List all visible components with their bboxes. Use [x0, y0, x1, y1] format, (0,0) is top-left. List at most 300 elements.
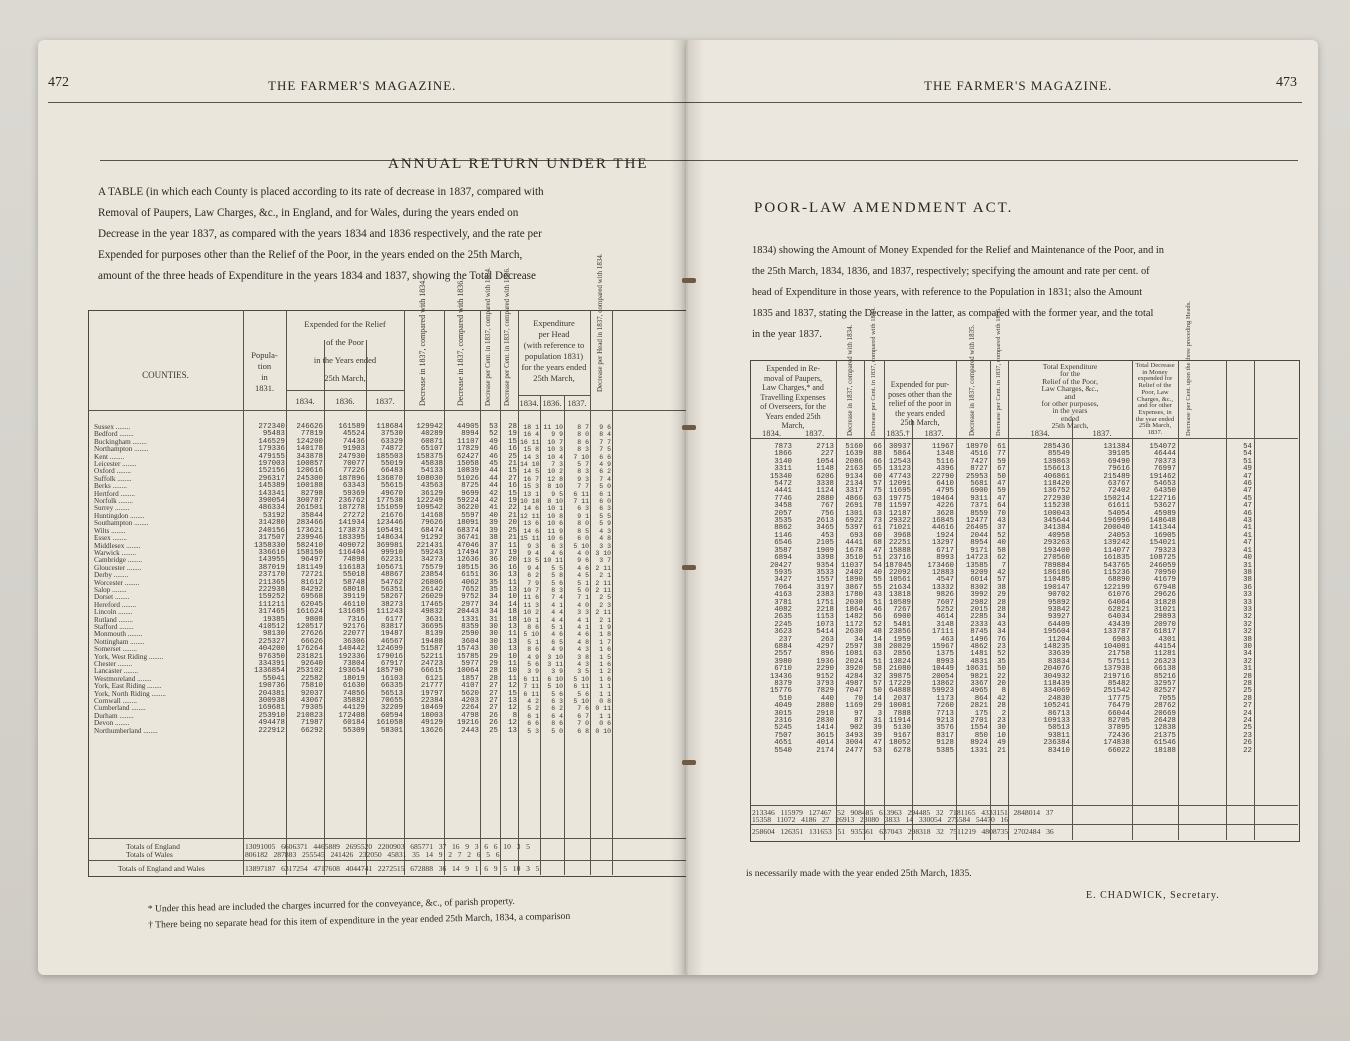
table-cell: 10 4 — [547, 453, 563, 461]
table-cell: 58267 — [380, 593, 403, 602]
table-cell: 2880 — [816, 494, 834, 503]
table-cell: 43439 — [1107, 620, 1130, 629]
table-cell: 5 1 — [577, 579, 589, 587]
total-cell: 4186 — [801, 815, 822, 824]
table-cell: 7 6 — [577, 705, 589, 713]
table-cell: 3992 — [970, 591, 988, 600]
table-cell: 150214 — [1103, 494, 1130, 503]
table-cell: 7 0 — [577, 720, 589, 728]
table-cell: 39 — [873, 724, 882, 733]
table-cell: 62 — [997, 554, 1006, 563]
table-cell: 196996 — [1103, 517, 1130, 526]
county-name: Essex ........ — [94, 534, 127, 543]
table-cell: 23 — [997, 642, 1006, 651]
table-cell: 5977 — [461, 660, 479, 668]
col-header-total-1834: 1834. — [1030, 428, 1050, 438]
table-cell: 26029 — [420, 593, 443, 602]
table-cell: 215489 — [1103, 472, 1130, 481]
running-head-left: THE FARMER'S MAGAZINE. — [268, 78, 457, 93]
table-cell: 47 — [873, 739, 882, 748]
table-cell: 36220 — [456, 504, 479, 513]
table-cell: 6151 — [461, 571, 479, 580]
total-cell: 6 — [493, 842, 504, 851]
table-cell: 154021 — [1149, 539, 1176, 548]
table-cell: 59243 — [420, 548, 443, 557]
table-cell: 4301 — [1158, 635, 1176, 644]
table-cell: 4 8 — [577, 638, 589, 646]
total-cell: 1 — [474, 864, 485, 873]
table-cell: 789884 — [1043, 561, 1070, 570]
col-header-1836: 1836. — [335, 396, 355, 406]
table-cell: 38 — [1243, 568, 1252, 577]
table-cell: 28 — [1243, 694, 1252, 703]
table-cell: 16 — [508, 563, 517, 572]
table-cell: 21777 — [420, 682, 443, 691]
totals-combined-row — [752, 827, 1054, 837]
table-cell: 2856 — [893, 650, 911, 659]
table-cell: 79616 — [1107, 465, 1130, 474]
table-cell: 390054 — [258, 497, 285, 506]
table-cell: 10 — [508, 667, 517, 676]
table-cell: 4965 — [970, 687, 988, 696]
table-cell: 83817 — [380, 622, 403, 631]
table-cell: 4 4 — [551, 616, 563, 624]
table-cell: 49832 — [420, 608, 443, 617]
table-cell: 1554 — [970, 724, 988, 733]
table-cell: 16905 — [1153, 531, 1176, 540]
table-cell: 38 — [1243, 576, 1252, 585]
table-cell: 38273 — [380, 600, 403, 609]
table-cell: 896 — [820, 650, 834, 659]
county-name: Bedford ........ — [94, 430, 134, 439]
table-cell: 55018 — [342, 571, 365, 580]
county-name: Lancaster ........ — [94, 667, 139, 676]
table-cell: 3493 — [845, 731, 863, 740]
table-cell: 21758 — [1107, 650, 1130, 659]
total-cell: 127467 — [808, 808, 838, 817]
table-cell: 111243 — [376, 608, 403, 617]
table-cell: 3615 — [816, 731, 834, 740]
table-cell: 20669 — [1153, 709, 1176, 718]
table-cell: 1331 — [461, 615, 479, 624]
table-cell: 45 — [1243, 494, 1252, 503]
table-cell: 92640 — [300, 660, 323, 668]
table-cell: 222938 — [258, 585, 285, 594]
table-cell: 30937 — [888, 443, 911, 451]
total-cell: 6 — [476, 850, 487, 859]
table-cell: 8 6 — [527, 623, 539, 631]
table-cell: 34 — [997, 613, 1006, 622]
table-cell: 2218 — [816, 605, 834, 614]
table-cell: 35844 — [300, 511, 323, 520]
table-cell: 7 7 — [577, 483, 589, 491]
table-cell: 20970 — [1153, 620, 1176, 629]
header-rule-right — [686, 102, 1302, 103]
table-cell: 50 — [873, 687, 882, 696]
table-cell: 8559 — [970, 509, 988, 518]
table-cell: 25 — [489, 726, 498, 735]
total-cell: 36 — [1046, 827, 1054, 836]
table-cell: 60871 — [420, 437, 443, 446]
total-cell: 3 — [516, 842, 527, 851]
table-cell: 55 — [873, 583, 882, 592]
table-cell: 120517 — [296, 622, 323, 631]
table-cell: 45838 — [420, 460, 443, 469]
table-cell: 4163 — [774, 591, 792, 600]
table-cell: 57 — [873, 680, 882, 688]
table-cell: 18091 — [456, 519, 479, 528]
table-cell: 1148 — [816, 465, 834, 474]
table-cell: 118439 — [1043, 680, 1070, 688]
table-cell: 2630 — [845, 628, 863, 637]
table-cell: 246059 — [1149, 561, 1176, 570]
table-cell: 14 10 — [520, 461, 540, 469]
table-cell: 39 — [489, 526, 498, 535]
table-cell: 137938 — [1103, 665, 1130, 674]
table-cell: 6 1 — [527, 712, 539, 720]
table-cell: 3623 — [774, 628, 792, 637]
table-cell: 409072 — [338, 541, 365, 550]
table-cell: 1 6 — [599, 675, 611, 683]
table-cell: 64 — [997, 502, 1006, 511]
table-cell: 46567 — [380, 637, 403, 646]
table-cell: 30 — [489, 637, 498, 646]
table-cell: 227 — [820, 450, 834, 459]
county-name: Northampton ........ — [94, 445, 149, 454]
table-cell: 70950 — [1153, 568, 1176, 577]
table-cell: 6 10 — [547, 675, 563, 683]
table-cell: 1909 — [816, 546, 834, 555]
table-cell: 8 0 — [577, 431, 589, 439]
table-cell: 151059 — [376, 504, 403, 513]
table-cell: 6121 — [425, 674, 443, 683]
total-cell: 2702484 — [1013, 827, 1047, 836]
table-cell: 50 — [997, 472, 1006, 481]
table-cell: 40958 — [1047, 531, 1070, 540]
table-cell: 62427 — [456, 452, 479, 461]
table-cell: 19 — [508, 548, 517, 557]
table-cell: 49 — [997, 739, 1006, 748]
table-cell: 8359 — [461, 622, 479, 631]
table-cell: 43563 — [420, 482, 443, 491]
table-cell: 18188 — [1153, 746, 1176, 755]
table-cell: 44905 — [456, 423, 479, 431]
total-cell: 131653 — [808, 827, 838, 836]
table-cell: 2477 — [845, 746, 863, 755]
table-cell: 41 — [489, 504, 498, 513]
table-cell: 1 1 — [599, 683, 611, 691]
table-cell: 28 — [1243, 672, 1252, 681]
table-cell: 12477 — [965, 517, 988, 526]
table-cell: 70077 — [342, 460, 365, 469]
county-name: Sussex ........ — [94, 423, 131, 431]
table-cell: 17494 — [456, 548, 479, 557]
table-cell: 8379 — [774, 680, 792, 688]
total-cell: 2200903 — [377, 842, 411, 851]
table-cell: 13824 — [888, 657, 911, 666]
table-cell: 3576 — [936, 724, 954, 733]
table-cell: 336610 — [258, 548, 285, 557]
table-cell: 4396 — [936, 465, 954, 474]
table-cell: 2 11 — [595, 609, 611, 617]
table-cell: 25 — [508, 452, 517, 461]
table-cell: 66138 — [1153, 665, 1176, 674]
table-cell: 22582 — [300, 674, 323, 683]
table-cell: 8317 — [936, 731, 954, 740]
table-cell: 8 — [512, 711, 517, 720]
table-cell: 263 — [820, 635, 834, 644]
total-cell: 2 — [448, 850, 458, 859]
table-cell: 37 — [489, 548, 498, 557]
table-cell: 15058 — [456, 460, 479, 469]
table-cell: 219716 — [1103, 672, 1130, 681]
table-cell: 1146 — [774, 531, 792, 540]
table-cell: 62821 — [1107, 605, 1130, 614]
table-cell: 63343 — [342, 482, 365, 491]
col-header-1837: 1837. — [375, 396, 395, 406]
table-cell: 16103 — [380, 674, 403, 683]
page-number-right: 473 — [1276, 75, 1297, 90]
table-cell: 16845 — [931, 517, 954, 526]
table-cell: 2701 — [970, 717, 988, 726]
table-cell: 22790 — [931, 472, 954, 481]
table-cell: 82705 — [1107, 717, 1130, 726]
total-cell: 52 — [837, 808, 851, 817]
table-cell: 68890 — [1107, 576, 1130, 585]
table-cell: 486334 — [258, 504, 285, 513]
table-cell: 4 1 — [577, 623, 589, 631]
table-cell: 64064 — [1107, 598, 1130, 607]
total-cell: 637043 — [879, 827, 908, 836]
table-cell: 1864 — [845, 605, 863, 614]
table-cell: 7873 — [774, 443, 792, 451]
table-cell: 1414 — [816, 724, 834, 733]
table-cell: 4 8 — [599, 535, 611, 543]
table-cell: 19775 — [888, 494, 911, 503]
table-cell: 18003 — [420, 711, 443, 720]
table-cell: 8 3 — [577, 468, 589, 476]
total-percent-column — [1228, 444, 1252, 755]
table-cell: 317507 — [258, 534, 285, 543]
percent-1834-column — [482, 424, 498, 735]
table-cell: 8924 — [970, 739, 988, 748]
table-cell: 11 3 — [523, 601, 539, 609]
table-cell: 9 4 — [527, 564, 539, 572]
table-cell: 2333 — [970, 620, 988, 629]
table-cell: 31828 — [1153, 598, 1176, 607]
table-cell: 6 6 — [527, 720, 539, 728]
table-cell: 23716 — [888, 554, 911, 563]
table-cell: 17111 — [931, 628, 954, 637]
table-cell: 4516 — [970, 450, 988, 459]
totals-wales-row — [245, 850, 500, 860]
table-cell: 7713 — [936, 709, 954, 718]
table-cell: 59923 — [931, 687, 954, 696]
table-cell: 22251 — [888, 539, 911, 548]
table-cell: 21375 — [1153, 731, 1176, 740]
county-name: Chester ........ — [94, 660, 133, 668]
table-cell: 10 3 — [547, 446, 563, 454]
table-cell: 30 — [489, 630, 498, 639]
total-cell: 294485 — [907, 808, 936, 817]
table-cell: 78 — [873, 502, 882, 511]
total-cell: 6317254 — [281, 864, 314, 873]
county-name: Cornwall ........ — [94, 697, 137, 706]
col-header-population: Popula- tion in 1831. — [251, 350, 278, 393]
table-cell: 2 — [1001, 709, 1006, 718]
table-cell: 67917 — [380, 660, 403, 668]
table-cell: 53 — [873, 746, 882, 755]
table-cell: 3980 — [774, 657, 792, 666]
intro-line: amount of the three heads of Expenditure in the years 1834 and 1837, showing the Total Decrease — [98, 270, 536, 282]
table-cell: 22 — [1243, 746, 1252, 755]
table-cell: 16 7 — [523, 475, 539, 483]
table-cell: 124699 — [376, 645, 403, 654]
total-cell: 126351 — [780, 827, 809, 836]
table-cell: 14 — [873, 635, 882, 644]
table-cell: 40 — [1243, 554, 1252, 563]
table-cell: 15 8 — [523, 446, 539, 454]
table-cell: 200040 — [1103, 524, 1130, 533]
table-cell: 410512 — [258, 622, 285, 631]
col-header-other-1837: 1837. — [924, 428, 944, 438]
county-name: Nottingham ........ — [94, 637, 145, 646]
table-cell: 193400 — [1043, 546, 1070, 555]
table-cell: 32209 — [380, 704, 403, 713]
table-cell: 3338 — [816, 480, 834, 489]
table-cell: 902 — [849, 724, 863, 733]
table-cell: 36306 — [342, 637, 365, 646]
county-name: Cambridge ........ — [94, 556, 143, 565]
table-cell: 3 9 — [551, 668, 563, 676]
table-cell: 7 5 — [599, 446, 611, 454]
table-cell: 9826 — [936, 591, 954, 600]
table-cell: 5 10 — [547, 683, 563, 691]
table-cell: 85216 — [1153, 672, 1176, 681]
table-cell: 343878 — [296, 452, 323, 461]
table-cell: 8993 — [936, 554, 954, 563]
table-cell: 225327 — [258, 637, 285, 646]
table-cell: 37530 — [380, 430, 403, 439]
county-name: Monmouth ........ — [94, 630, 143, 639]
table-cell: 1081 — [845, 650, 863, 659]
total-cell: 51 — [837, 827, 851, 836]
table-cell: 2691 — [845, 502, 863, 511]
table-cell: 27 — [508, 474, 517, 483]
table-cell: 46110 — [342, 600, 365, 609]
table-cell: 15776 — [769, 687, 792, 696]
table-cell: 173460 — [927, 561, 954, 570]
footnote-line: * Under this head are included the charges incurred for the conveyance, &c., of parish property. — [147, 895, 516, 915]
county-name: Gloucester ........ — [94, 563, 142, 572]
table-cell: 7888 — [893, 709, 911, 718]
table-cell: 50513 — [1047, 724, 1070, 733]
table-cell: 173873 — [338, 526, 365, 535]
table-cell: 314280 — [258, 519, 285, 528]
table-cell: 5 0 — [577, 586, 589, 594]
table-cell: 122716 — [1149, 494, 1176, 503]
table-cell: 543765 — [1103, 561, 1130, 570]
table-cell: 10464 — [931, 494, 954, 503]
table-cell: 36 — [1243, 583, 1252, 592]
county-name: Devon ........ — [94, 719, 130, 728]
table-cell: 93842 — [1047, 605, 1070, 614]
table-cell: 158150 — [296, 548, 323, 557]
table-cell: 51 — [873, 598, 882, 607]
table-cell: 1924 — [936, 531, 954, 540]
table-cell: 10469 — [420, 704, 443, 713]
table-cell: 43 — [1243, 517, 1252, 526]
total-cell: 672888 — [410, 864, 439, 873]
decrease-1836-column — [446, 424, 479, 735]
table-cell: 50 — [997, 665, 1006, 674]
table-cell: 317465 — [258, 608, 285, 617]
col-header-other-dec: Decrease in 1837, compared with 1835. — [968, 324, 976, 436]
table-cell: 54133 — [420, 467, 443, 476]
table-cell: 2057 — [774, 509, 792, 518]
table-cell: 59 — [997, 487, 1006, 496]
total-cell: 3833 — [884, 815, 906, 824]
table-cell: 161835 — [1103, 554, 1130, 563]
table-cell: 240156 — [258, 526, 285, 535]
decrease-1834-column — [406, 424, 443, 735]
table-cell: 192336 — [338, 652, 365, 661]
table-cell: 7746 — [774, 494, 792, 503]
table-cell: 41 — [1243, 524, 1252, 533]
table-cell: 47046 — [456, 541, 479, 550]
total-cell: 258604 — [752, 827, 781, 836]
totals-wales-row — [752, 815, 1008, 825]
table-cell: 37895 — [1107, 724, 1130, 733]
table-cell: 3535 — [774, 517, 792, 526]
table-cell: 51 — [873, 657, 882, 666]
county-name: York, North Riding ........ — [94, 689, 166, 698]
table-cell: 21676 — [380, 511, 403, 520]
table-cell: 3510 — [845, 554, 863, 563]
table-cell: 14 5 — [523, 468, 539, 476]
table-cell: 173621 — [296, 526, 323, 535]
table-cell: 10 6 — [547, 520, 563, 528]
table-cell: 2590 — [461, 630, 479, 639]
table-cell: 13862 — [931, 680, 954, 688]
table-cell: 12 11 — [520, 512, 540, 520]
col-header-other-1835: 1835.† — [886, 428, 910, 438]
table-cell: 13 — [508, 726, 517, 735]
table-cell: 34 — [1243, 650, 1252, 659]
table-cell: 54 — [873, 561, 882, 570]
table-cell: 52 — [489, 430, 498, 439]
total-cell: 14 — [905, 815, 919, 824]
table-cell: 4 1 — [577, 616, 589, 624]
table-cell: 15 — [508, 467, 517, 476]
table-cell: 136752 — [1043, 487, 1070, 496]
table-cell: 26428 — [1153, 717, 1176, 726]
table-cell: 5 6 — [527, 661, 539, 668]
table-cell: 9 4 — [527, 549, 539, 557]
table-cell: 22092 — [888, 568, 911, 577]
table-cell: 47 — [1243, 487, 1252, 496]
table-cell: 4 9 — [551, 646, 563, 654]
table-cell: 2134 — [845, 480, 863, 489]
table-cell: 10 7 — [523, 586, 539, 594]
table-cell: 10839 — [456, 467, 479, 476]
table-cell: 334069 — [1043, 687, 1070, 696]
table-cell: 68374 — [456, 526, 479, 535]
table-cell: 66 — [873, 457, 882, 466]
table-cell: 6410 — [936, 480, 954, 489]
table-cell: 11204 — [1047, 635, 1070, 644]
table-cell: 1301 — [845, 509, 863, 518]
